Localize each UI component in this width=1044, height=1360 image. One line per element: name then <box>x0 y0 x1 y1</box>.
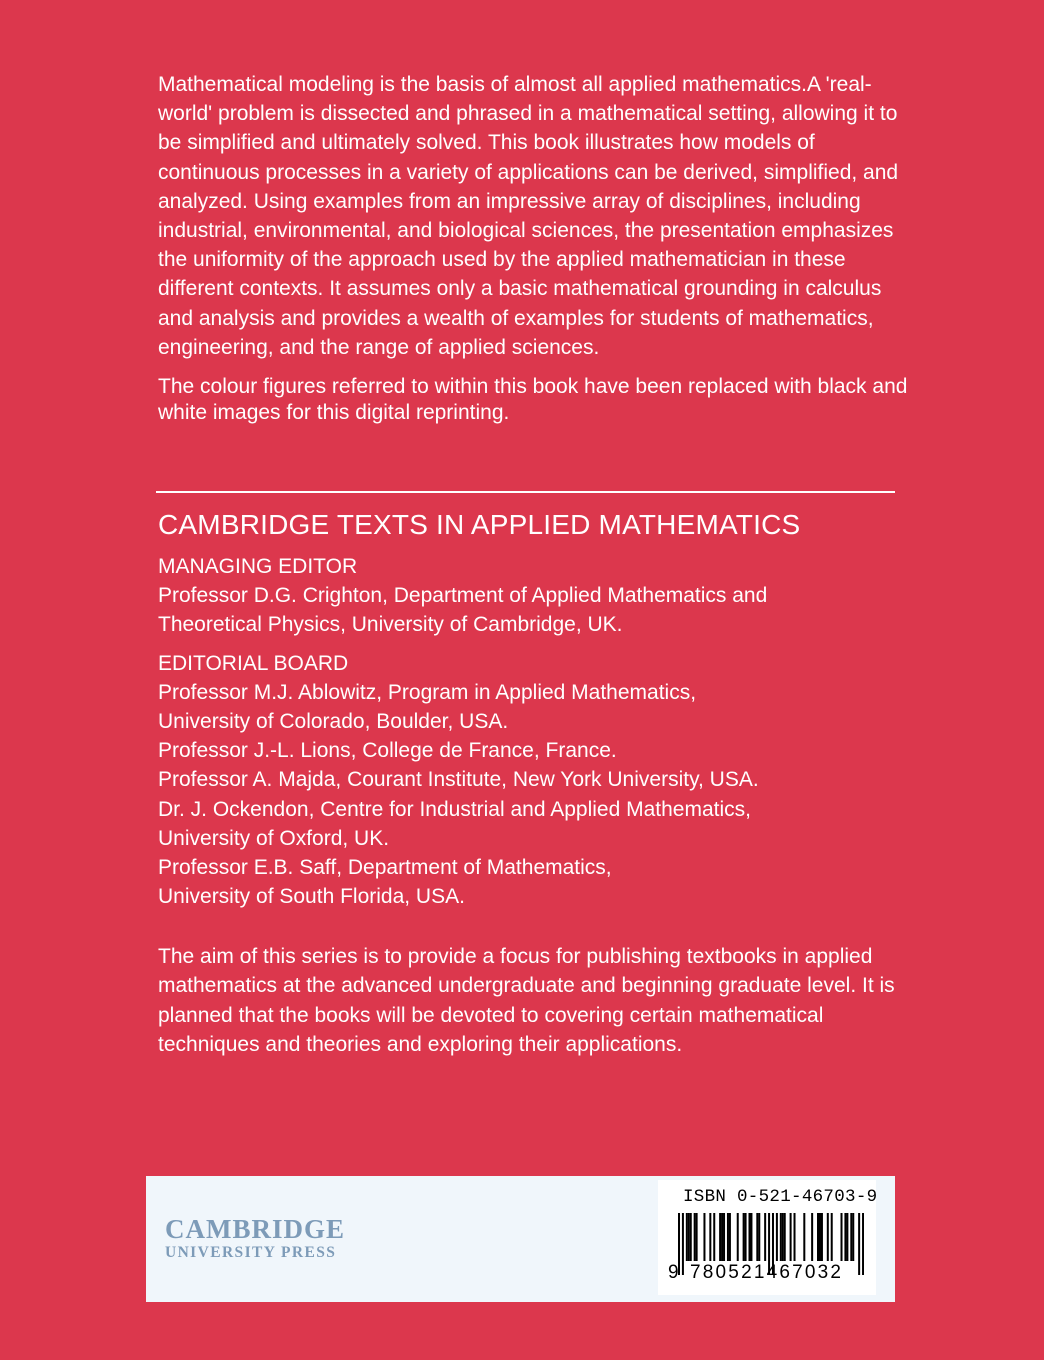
barcode-bar <box>743 1213 745 1261</box>
barcode-bar <box>764 1213 766 1261</box>
barcode-bar <box>858 1213 860 1275</box>
logo-line-1: CAMBRIDGE <box>165 1214 346 1244</box>
editorial-board-line: Professor A. Majda, Courant Institute, New York University, USA. <box>158 768 759 792</box>
managing-editor-list <box>158 581 918 639</box>
barcode-bar <box>821 1213 823 1261</box>
barcode-bar <box>682 1213 684 1275</box>
description-paragraph: Mathematical modeling is the basis of almost all applied mathematics.A 'real-world' problem is dissected and phrased in a mathematical setting, allowing it to be simplified and ultimately solved. This book illustrates how models of continuous processes in a variety of applications can be derived, simplified, and analyzed. Using examples from an impressive array of disciplines, including industrial, environmental, and biological sciences, the presentation emphasizes the uniformity of the approach used by the applied mathematician in these different contexts. It assumes only a basic mathematical grounding in calculus and analysis and provides a wealth of examples for students of mathematics, engineering, and the range of applied sciences. <box>158 73 899 359</box>
barcode-bar <box>862 1213 864 1275</box>
editorial-board-line: University of Oxford, UK. <box>158 826 390 850</box>
barcode-bar <box>790 1213 792 1261</box>
publisher-logo <box>165 1215 345 1263</box>
barcode-bar <box>686 1213 688 1261</box>
barcode-bar <box>696 1213 698 1261</box>
book-description <box>158 70 918 426</box>
isbn-label: ISBN 0-521-46703-9 <box>683 1187 878 1207</box>
barcode-bar <box>819 1213 821 1261</box>
series-title: CAMBRIDGE TEXTS IN APPLIED MATHEMATICS <box>158 509 801 540</box>
barcode-bar <box>780 1213 782 1261</box>
barcode-bar <box>748 1213 750 1261</box>
ean-first-digit: 9 <box>668 1262 679 1283</box>
barcode-bar <box>827 1213 829 1261</box>
divider-rule <box>156 491 895 493</box>
barcode-bar <box>688 1213 690 1261</box>
barcode-bar <box>713 1213 715 1261</box>
barcode-bar <box>844 1213 846 1261</box>
series-aim: The aim of this series is to provide a focus for publishing textbooks in applied mathematics at the advanced undergraduate and beginning graduate level. It is planned that the books will be devoted to covering certain mathematical techniques and theories and exploring their applications. <box>158 945 895 1057</box>
barcode-bar <box>723 1213 725 1261</box>
barcode-bar <box>841 1213 843 1261</box>
barcode-bar <box>846 1213 848 1261</box>
managing-editor-heading: MANAGING EDITOR <box>158 555 358 578</box>
barcode-bar <box>694 1213 696 1261</box>
managing-editor-line: Professor D.G. Crighton, Department of Applied Mathematics and <box>158 584 768 608</box>
logo-line-2: UNIVERSITY PRESS <box>165 1244 337 1261</box>
reprint-note: The colour figures referred to within this book have been replaced with black and white images for this digital reprinting. <box>158 375 908 425</box>
editors-section <box>158 552 918 911</box>
barcode-bar <box>721 1213 723 1261</box>
managing-editor-line: Theoretical Physics, University of Cambridge, UK. <box>158 613 623 637</box>
barcode-bar <box>758 1213 760 1261</box>
barcode-bar <box>745 1213 747 1261</box>
barcode-bar <box>776 1213 778 1261</box>
barcode-bar <box>750 1213 752 1261</box>
barcode-bar <box>729 1213 731 1261</box>
barcode-bar <box>831 1213 833 1261</box>
barcode-bar <box>803 1213 805 1261</box>
editorial-board-line: Dr. J. Ockendon, Centre for Industrial and Applied Mathematics, <box>158 797 751 821</box>
barcode-bar <box>727 1213 729 1261</box>
editorial-board-line: Professor E.B. Saff, Department of Mathematics, <box>158 856 612 880</box>
barcode-bar <box>852 1213 854 1261</box>
barcode-bar <box>784 1213 786 1261</box>
barcode-bar <box>690 1213 692 1261</box>
editorial-board-line: Professor J.-L. Lions, College de France, France. <box>158 739 617 763</box>
barcode-bar <box>782 1213 784 1261</box>
editorial-board-list <box>158 678 918 912</box>
editorial-board-heading: EDITORIAL BOARD <box>158 651 349 675</box>
barcode-bar <box>756 1213 758 1261</box>
barcode-bar <box>737 1213 739 1261</box>
editorial-board-line: University of South Florida, USA. <box>158 885 465 909</box>
editorial-board-line: University of Colorado, Boulder, USA. <box>158 710 509 734</box>
barcode-bar <box>709 1213 711 1261</box>
editorial-board-line: Professor M.J. Ablowitz, Program in Applied Mathematics, <box>158 680 697 704</box>
barcode-bar <box>811 1213 813 1261</box>
barcode-bar <box>794 1213 796 1261</box>
barcode-bar <box>817 1213 819 1261</box>
barcode-bar <box>850 1213 852 1261</box>
barcode-bar <box>719 1213 721 1261</box>
barcode-bar <box>703 1213 705 1261</box>
ean-digits: 780521467032 <box>690 1262 844 1283</box>
